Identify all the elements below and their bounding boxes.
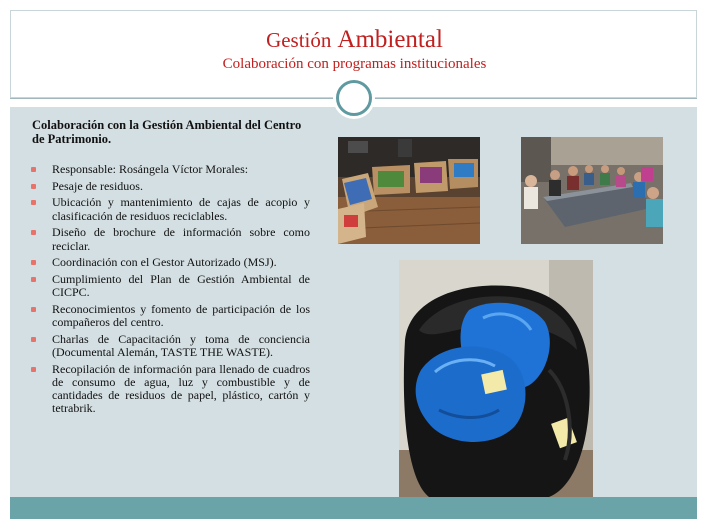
bullet-text: Responsable: Rosángela Víctor Morales: — [52, 162, 249, 176]
bullet-text: Pesaje de residuos. — [52, 178, 143, 193]
recycling-boxes-photo — [338, 137, 480, 244]
bullet-item — [30, 226, 310, 252]
bullet-item — [30, 363, 310, 416]
bullet-icon — [31, 277, 36, 282]
bullet-text: Ubicación y mantenimiento de cajas de acopio y clasificación de residuos reciclables. — [52, 195, 310, 223]
bullet-icon — [31, 307, 36, 312]
recycling-bag-photo — [399, 260, 593, 497]
title-part-2: Ambiental — [337, 26, 443, 53]
bullet-text: Coordinación con el Gestor Autorizado (MSJ). — [52, 255, 277, 270]
ring-ornament-center — [344, 88, 364, 108]
bullet-icon — [31, 230, 36, 235]
bullet-item — [30, 180, 310, 193]
bullet-text: Charlas de Capacitación y toma de conciencia (Documental Alemán, TASTE THE WASTE). — [52, 331, 310, 359]
ring-ornament-icon — [336, 80, 372, 116]
bullet-item — [30, 333, 310, 359]
training-session-illustration — [521, 137, 663, 244]
footer-band — [10, 497, 697, 519]
section-heading: Colaboración con la Gestión Ambiental del Centro de Patrimonio. — [32, 118, 302, 146]
bullet-icon — [31, 367, 36, 372]
bullet-item — [30, 303, 310, 329]
bullet-icon — [31, 167, 36, 172]
bullet-text: Diseño de brochure de información sobre como reciclar. — [52, 225, 310, 253]
slide-subtitle: Colaboración con programas institucionales — [222, 56, 487, 72]
bullet-icon — [31, 337, 36, 342]
bullet-item — [30, 273, 310, 299]
training-session-photo — [521, 137, 663, 244]
bullet-item — [30, 256, 310, 269]
title-part-1: Gestión — [266, 28, 332, 52]
bullet-item — [30, 163, 310, 176]
slide-title — [0, 26, 709, 54]
bullet-text: Recopilación de información para llenado de cuadros de consumo de agua, luz y combustible y de cantidades de residuos de papel, plástico, cartón y tetrabrik. — [52, 361, 310, 416]
recycling-boxes-illustration — [338, 137, 480, 244]
recycling-bag-illustration — [399, 260, 593, 497]
bullet-icon — [31, 260, 36, 265]
bullet-list — [30, 163, 310, 419]
bullet-item — [30, 196, 310, 222]
bullet-text: Reconocimientos y fomento de participación de los compañeros del centro. — [52, 301, 310, 330]
bullet-text: Cumplimiento del Plan de Gestión Ambiental de CICPC. — [52, 271, 310, 300]
bullet-icon — [31, 200, 36, 205]
bullet-icon — [31, 184, 36, 189]
